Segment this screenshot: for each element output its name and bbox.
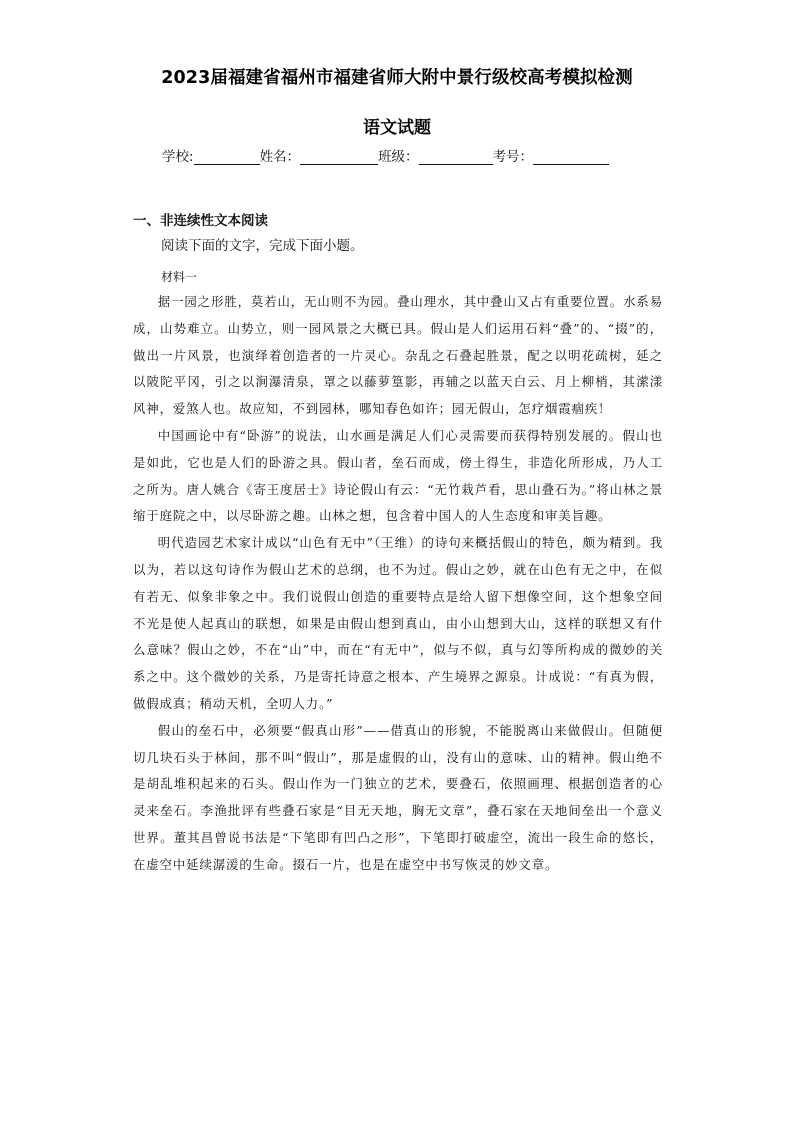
material-label: 材料一 [161, 270, 198, 284]
student-info-row [162, 145, 642, 165]
exam-no-field [493, 145, 610, 165]
exam-no-blank[interactable] [533, 150, 609, 165]
exam-subtitle: 语文试题 [363, 118, 431, 138]
section-heading: 一、非连续性文本阅读 [133, 213, 268, 229]
reading-passage [133, 289, 663, 879]
passage-paragraph: 中国画论中有“卧游”的说法，山水画是满足人们心灵需要而获得特别发展的。假山也是如此，它也是人们的卧游之具。假山者，垒石而成，傍土得生，非造化所形成，乃人工之所为。唐人姚合《寄王度居士》诗论假山有云：“无竹栽芦看，思山叠石为。”将山林之景缩于庭院之中，以尽卧游之趣。山林之想，包含着中国人的人生态度和审美旨趣。 [133, 427, 663, 524]
section-instruction: 阅读下面的文字，完成下面小题。 [161, 238, 364, 254]
passage-paragraph: 明代造园艺术家计成以“山色有无中”（王维）的诗句来概括假山的特色，颇为精到。我以为，若以这句诗作为假山艺术的总纲，也不为过。假山之妙，就在山色有无之中，在似有若无、似象非象之中。我们说假山创造的重要特点是给人留下想像空间，这个想象空间不光是使人起真山的联想，如果是由假山想到真山，由小山想到大山，这样的联想又有什么意味？假山之妙，不在“山”中，而在“有无中”，似与不似，真与幻等所构成的微妙的关系之中。这个微妙的关系，乃是寄托诗意之根本、产生境界之源泉。计成说：“有真为假，做假成真；稍动天机，全叨人力。” [133, 535, 663, 711]
school-blank[interactable] [194, 150, 260, 165]
name-label: 姓名： [259, 149, 301, 165]
name-blank[interactable] [300, 150, 378, 165]
school-label: 学校: [162, 149, 194, 165]
class-label: 班级： [378, 149, 419, 165]
class-field [378, 145, 493, 165]
passage-paragraph: 据一园之形胜，莫若山，无山则不为园。叠山理水，其中叠山又占有重要位置。水系易成，山势难立。山势立，则一园风景之大概已具。假山是人们运用石料“叠”的、“掇”的，做出一片风景，也演绎着创造者的一片灵心。杂乱之石叠起胜景，配之以明花疏树，延之以陂陀平冈，引之以涧瀑清泉，罩之以藤萝篁影，再辅之以蓝天白云、月上柳梢，其潆漾风神，爱煞人也。故应知，不到园林，哪知春色如许；园无假山，怎疗烟霞痼疾！ [133, 294, 663, 417]
class-blank[interactable] [419, 150, 493, 165]
exam-title: 2023届福建省福州市福建省师大附中景行级校高考模拟检测 [161, 68, 633, 88]
name-field [260, 145, 379, 165]
passage-paragraph: 假山的垒石中，必须要“假真山形”——借真山的形貌，不能脱离山来做假山。但随便切几块石头于林间，那不叫“假山”，那是虚假的山，没有山的意味、山的精神。假山绝不是胡乱堆积起来的石头。假山作为一门独立的艺术，要叠石，依照画理、根据创造者的心灵来垒石。李渔批评有些叠石家是“目无天地，胸无文章”，叠石家在天地间垒出一个意义世界。董其昌曾说书法是“下笔即有凹凸之形”，下笔即打破虚空，流出一段生命的悠长，在虚空中延续潺湲的生命。掇石一片，也是在虚空中书写恢灵的妙文章。 [133, 722, 663, 872]
school-field [162, 145, 260, 165]
exam-no-label: 考号： [492, 149, 534, 165]
